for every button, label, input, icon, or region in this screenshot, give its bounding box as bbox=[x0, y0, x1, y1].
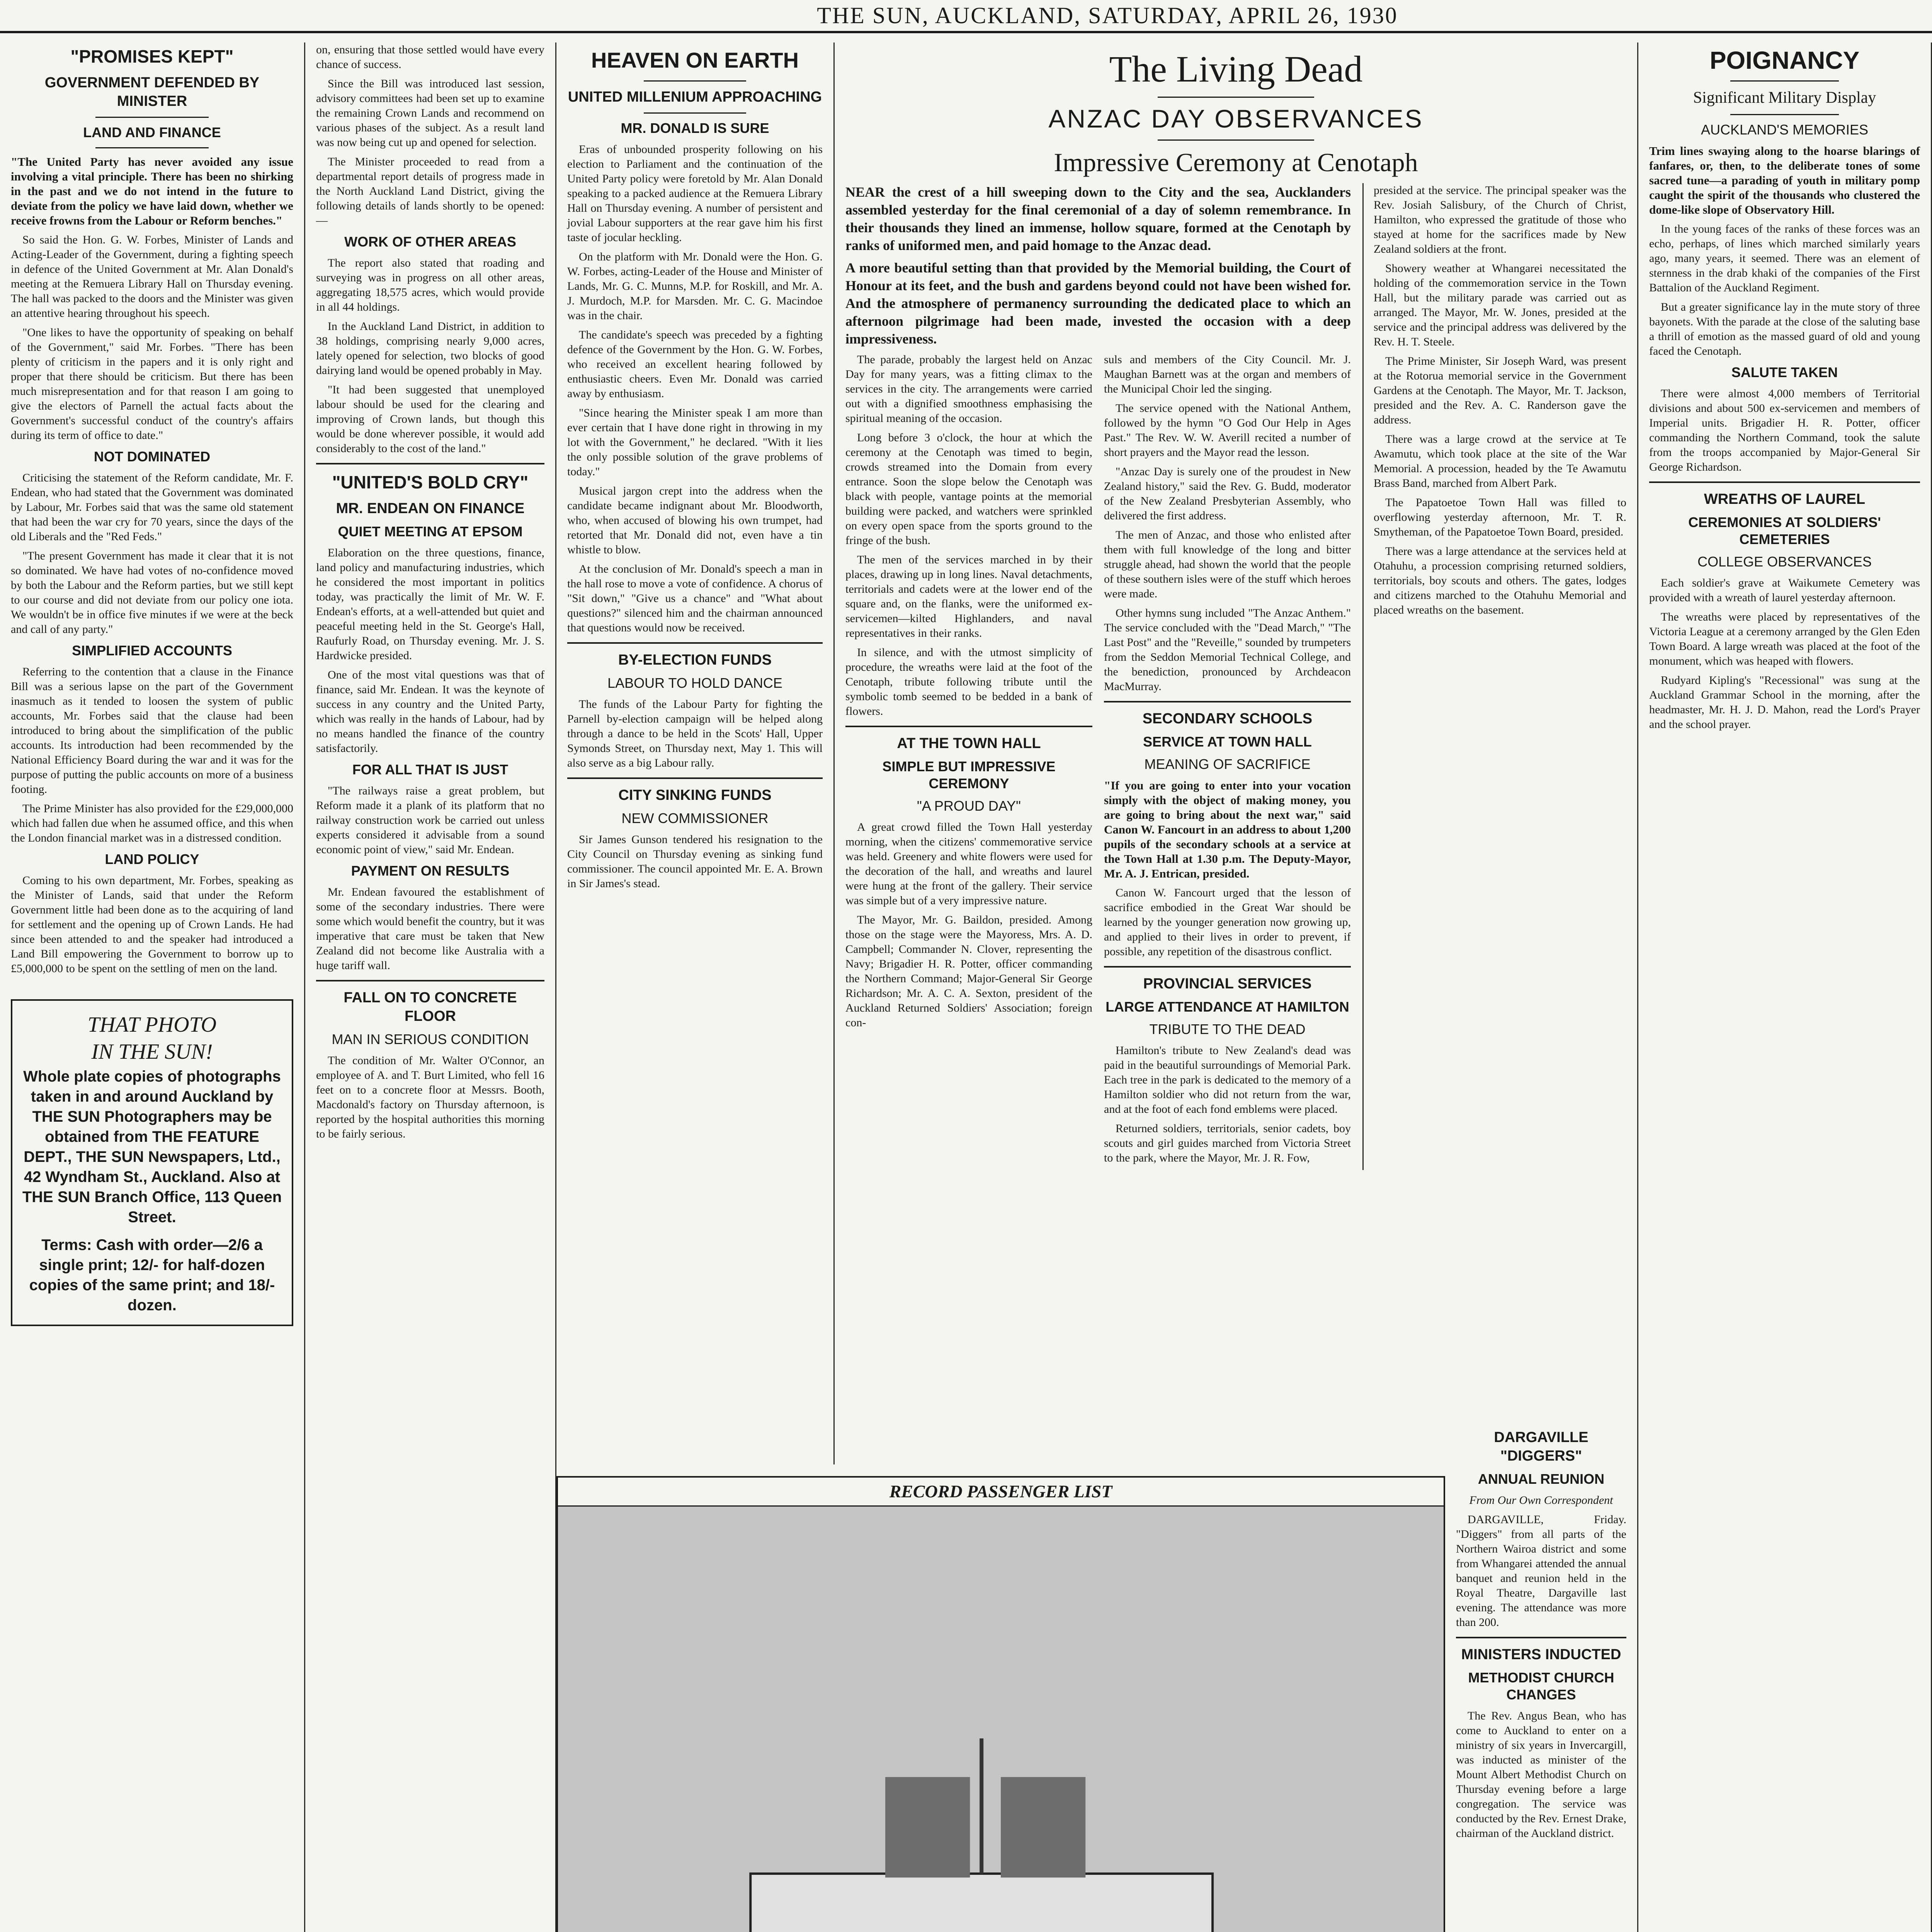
subheadline: MR. ENDEAN ON FINANCE bbox=[336, 500, 525, 517]
photo-record-passenger-list bbox=[556, 1476, 1445, 1932]
paragraph: The Minister proceeded to read from a departmental report details of progress made in the North Auckland Land District, giving the following details of lands shortly to be opened:— bbox=[316, 155, 544, 227]
paragraph: The Rev. Angus Bean, who has come to Auckland to enter on a ministry of six years in Invercargill, was inducted as minister of the Mount Albert Methodist Church on Thursday evening before a large congregation. The service was conducted by the Rev. Ernest Drake, chairman of the Auckland district. bbox=[1456, 1709, 1626, 1840]
paragraph: Coming to his own department, Mr. Forbes, speaking as the Minister of Lands, said that under the Reform Government little had been done as to the acquiring of land for settlement and the opening up of Crown Lands. He had since been attended to and the speaker had introduced a Land Bill empowering the Government to borrow up to £5,000,000 to be spent on the settling of men on the land. bbox=[11, 874, 293, 975]
headline: BY-ELECTION FUNDS bbox=[618, 652, 772, 668]
feature-subtitle: ANZAC DAY OBSERVANCES bbox=[1048, 104, 1423, 133]
paragraph: on, ensuring that those settled would have every chance of success. bbox=[316, 43, 544, 71]
section-heading: SECONDARY SCHOOLS bbox=[1142, 711, 1313, 727]
section-heading: WORK OF OTHER AREAS bbox=[344, 234, 516, 250]
section-subheading: "A PROUD DAY" bbox=[917, 798, 1021, 814]
paragraph: Eras of unbounded prosperity following on his election to Parliament and the continuation of the United Party policy were foretold by Mr. Alan Donald speaking to a packed audience at the Remuera Library Hall on Thursday evening. A number of persistent and jovial Labour supporters at the rear gave him his first taste of jocular heckling. bbox=[567, 143, 823, 244]
paragraph: "If you are going to enter into your vocation simply with the object of making money, you are going to bring about the next war," said Canon W. Fancourt in an address to about 1,200 pupils of the secondary schools at a service at the Town Hall at 1.30 p.m. The Deputy-Mayor, Mr. A. J. Entrican, presided. bbox=[1104, 779, 1351, 880]
divider bbox=[845, 726, 1092, 727]
paragraph: A more beautiful setting than that provided by the Memorial building, the Court of Honour at its feet, and the bush and gardens beyond could not have been wished for. And the atmosphere of permanency surrounding the dedicated place to which an afternoon pilgrimage had been made, invested the occasion with a deep impressiveness. bbox=[845, 260, 1351, 347]
section-heading: AT THE TOWN HALL bbox=[897, 735, 1041, 752]
paragraph: Other hymns sung included "The Anzac Anthem." The service concluded with the "Dead March," "The Last Post" and the "Reveille," sounded by trumpeters from the Seddon Memorial Technical College, and the benediction, pronounced by Archdeacon MacMurray. bbox=[1104, 607, 1351, 693]
paragraph: "It had been suggested that unemployed labour should be used for the clearing and improving of Crown lands, but though this would be done wherever possible, it would add considerably to the cost of the land." bbox=[316, 383, 544, 455]
photo-title: RECORD PASSENGER LIST bbox=[558, 1478, 1444, 1507]
divider bbox=[95, 147, 208, 148]
subheadline: METHODIST CHURCH CHANGES bbox=[1468, 1670, 1614, 1702]
paragraph: So said the Hon. G. W. Forbes, Minister of Lands and Acting-Leader of the Government, during a fighting speech in defence of the United Government at Mr. Alan Donald's meeting at the Remuera Library Hall on Thursday evening. The hall was packed to the doors and the Minister was given an attentive hearing throughout his speech. bbox=[11, 233, 293, 320]
divider bbox=[1104, 966, 1351, 968]
paragraph: There was a large attendance at the services held at Otahuhu, a procession comprising returned soldiers, territorials, boy scouts and others. The gates, lodges and citizens marched to the Otahuhu Memorial and placed wreaths on the basement. bbox=[1374, 545, 1626, 616]
column-poignancy bbox=[1638, 43, 1932, 1932]
paragraph: The report also stated that roading and surveying was in progress on all other areas, aggregating 18,575 acres, which would provide in all 44 holdings. bbox=[316, 257, 544, 313]
anzac-feature bbox=[835, 43, 1638, 1464]
photo-promo-box bbox=[11, 999, 293, 1326]
divider bbox=[644, 112, 746, 114]
section-heading: LAND POLICY bbox=[105, 851, 199, 867]
feature-title: The Living Dead bbox=[1109, 48, 1363, 90]
paragraph: The service opened with the National Anthem, followed by the hymn "O God Our Help in Ages Past." The Rev. W. W. Averill recited a number of short prayers and the Mayor read the lesson. bbox=[1104, 402, 1351, 459]
section-heading: FOR ALL THAT IS JUST bbox=[352, 762, 509, 777]
paragraph: The men of the services marched in by their places, drawing up in long lines. Naval detachments, territorials and cadets were at the lower end of the square and, on the flanks, were the uniformed ex-servicemen—kilted Highlanders, and naval representatives in their ranks. bbox=[845, 553, 1092, 639]
section-heading: SIMPLIFIED ACCOUNTS bbox=[72, 643, 232, 658]
promo-title: THAT PHOTO bbox=[87, 1013, 217, 1037]
paragraph: The parade, probably the largest held on Anzac Day for many years, was a fitting climax to the services in the city. The arrangements were carried out with a dignified smoothness emphasising the spiritual meaning of the occasion. bbox=[845, 353, 1092, 425]
section-heading: PAYMENT ON RESULTS bbox=[351, 863, 510, 879]
divider bbox=[567, 642, 823, 644]
headline: CITY SINKING FUNDS bbox=[618, 787, 772, 803]
subheadline: MAN IN SERIOUS CONDITION bbox=[332, 1031, 529, 1047]
masthead: THE SUN, AUCKLAND, SATURDAY, APRIL 26, 1930 bbox=[0, 0, 1932, 33]
section-subheading: SERVICE AT TOWN HALL bbox=[1143, 734, 1312, 750]
paragraph: "One likes to have the opportunity of speaking on behalf of the Government," said Mr. Forbes. "There has been plenty of criticism in the papers and it is only right and proper that there should be criticism. But there has been much misrepresentation and for that reason I am going to give the electors of Parnell the actual facts about the Government's successful conduct of the country's affairs during its term of office to date." bbox=[11, 326, 293, 442]
divider bbox=[316, 463, 544, 464]
paragraph: suls and members of the City Council. Mr. J. Maughan Barnett was at the organ and members of the Municipal Choir led the singing. bbox=[1104, 353, 1351, 395]
paragraph: The Mayor, Mr. G. Baildon, presided. Among those on the stage were the Mayoress, Mrs. A. D. Campbell; Commander N. Clover, representing the Navy; Brigadier H. R. Potter, officer commanding the Northern Command; Major-General Sir George Richardson; Mr. A. C. A. Sexton, president of the Auckland Returned Soldiers' Association; foreign con- bbox=[845, 913, 1092, 1029]
paragraph: "Anzac Day is surely one of the proudest in New Zealand history," said the Rev. G. Budd, moderator of the New Zealand Presbyterian Assembly, who delivered the first address. bbox=[1104, 465, 1351, 522]
column-heaven-on-earth bbox=[556, 43, 835, 1464]
promo-body: Whole plate copies of photographs taken in and around Auckland by THE SUN Photographers may be obtained from THE FEATURE DEPT., THE SUN Newspapers, Ltd., 42 Wyndham St., Auckland. Also at THE SUN Branch Office, 113 Queen Street. bbox=[22, 1068, 282, 1226]
headline: WREATHS OF LAUREL bbox=[1704, 491, 1866, 507]
paragraph: The wreaths were placed by representatives of the Victoria League at a ceremony arranged by the Glen Eden Town Board. A large wreath was placed at the foot of the monument, which was heaped with flowers. bbox=[1649, 611, 1920, 667]
paragraph: Rudyard Kipling's "Recessional" was sung at the Auckland Grammar School in the morning, after the headmaster, Mr. H. J. D. Mahon, read the Lord's Prayer and the school prayer. bbox=[1649, 674, 1920, 731]
divider bbox=[1158, 139, 1314, 141]
paragraph: "The present Government has made it clear that it is not so dominated. We have had votes of no-confidence moved by both the Labour and the Reform parties, but we still kept to our course and did not deviate from our policy one iota. We wouldn't be in office five minutes if we were at the beck and call of any party." bbox=[11, 549, 293, 636]
paragraph: The Prime Minister, Sir Joseph Ward, was present at the Rotorua memorial service in the Government Gardens at the Cenotaph. The Mayor, Mr. T. Jackson, presided and the Rev. A. C. Randerson gave the address. bbox=[1374, 355, 1626, 426]
subheadline: Significant Military Display bbox=[1693, 89, 1876, 107]
paragraph: Criticising the statement of the Reform candidate, Mr. F. Endean, who had stated that the Government was dominated by Labour, Mr. Forbes said that was the same old statement that had been the war cry for 70 years, since the days of the old Liberals and the "Red Feds." bbox=[11, 471, 293, 543]
paragraph: "The United Party has never avoided any issue involving a vital principle. There has been no shirking in the past and we do not intend in the future to deviate from the policy we have laid down, whether we receive frowns from the Labour or Reform benches." bbox=[11, 155, 293, 227]
paragraph: A great crowd filled the Town Hall yesterday morning, when the citizens' commemorative service was held. Greenery and white flowers were used for the decoration of the hall, and wreaths and laurel were hung at the front of the gallery. Their service was simple but of a very impressive nature. bbox=[845, 821, 1092, 907]
subheadline: QUIET MEETING AT EPSOM bbox=[338, 524, 523, 539]
divider bbox=[1730, 80, 1838, 82]
subheadline: ANNUAL REUNION bbox=[1478, 1471, 1605, 1487]
divider bbox=[644, 80, 746, 82]
subheadline: MR. DONALD IS SURE bbox=[621, 120, 769, 136]
section-subheading: SIMPLE BUT IMPRESSIVE CEREMONY bbox=[882, 759, 1056, 791]
divider bbox=[1649, 481, 1920, 483]
paragraph: On the platform with Mr. Donald were the Hon. G. W. Forbes, acting-Leader of the House and Minister of Lands, Mr. G. C. Munns, M.P. for Roskill, and Mr. A. J. Murdoch, M.P. for Marsden. Mr. C. G. Macindoe was in the chair. bbox=[567, 250, 823, 322]
column-dargaville bbox=[1445, 1422, 1638, 1932]
promo-title: IN THE SUN! bbox=[91, 1040, 213, 1064]
headline: "PROMISES KEPT" bbox=[70, 46, 234, 66]
headline: DARGAVILLE "DIGGERS" bbox=[1494, 1429, 1588, 1464]
credit: From Our Own Correspondent bbox=[1469, 1494, 1613, 1507]
subheadline: GOVERNMENT DEFENDED BY MINISTER bbox=[44, 75, 260, 109]
column-land-finance bbox=[305, 43, 556, 1932]
headline: FALL ON TO CONCRETE FLOOR bbox=[344, 990, 517, 1024]
divider bbox=[1104, 701, 1351, 702]
paragraph: Returned soldiers, territorials, senior cadets, boy scouts and girl guides marched from Victoria Street to the park, where the Mayor, Mr. J. R. Fow, bbox=[1104, 1122, 1351, 1164]
paragraph: Long before 3 o'clock, the hour at which the ceremony at the Cenotaph was timed to begin, crowds streamed into the Domain from every entrance. Soon the slope below the Cenotaph was black with people, vantage points at the memorial building were packed, and watchers were sprinkled on every open space from the sports ground to the fringe of the bush. bbox=[845, 431, 1092, 547]
paragraph: "Since hearing the Minister speak I am more than ever certain that I have done right in throwing in my lot with the Government," he declared. "With it lies the only possible solution of the grave problems of today." bbox=[567, 406, 823, 478]
paragraph: Each soldier's grave at Waikumete Cemetery was provided with a wreath of laurel yesterday afternoon. bbox=[1649, 577, 1920, 604]
section-heading: NOT DOMINATED bbox=[94, 449, 211, 464]
headline: "UNITED'S BOLD CRY" bbox=[332, 472, 529, 492]
paragraph: The Papatoetoe Town Hall was filled to overflowing yesterday afternoon, Mr. T. R. Smytheman, of the Papatoetoe Town Board, presided. bbox=[1374, 496, 1626, 538]
paragraph: NEAR the crest of a hill sweeping down to the City and the sea, Aucklanders assembled yesterday for the final ceremonial of a day of solemn remembrance. In their thousands they lined an immense, hollow square, formed at the Cenotaph by ranks of uniformed men, and paid homage to the Anzac dead. bbox=[845, 184, 1351, 253]
column-promises-kept bbox=[0, 43, 305, 1932]
paragraph: Mr. Endean favoured the establishment of some of the secondary industries. There were some which would benefit the country, but it was imperative that care must be taken that New Zealand did not become like Australia with a huge tariff wall. bbox=[316, 886, 544, 972]
paragraph: Musical jargon crept into the address when the candidate became indignant about Mr. Bloodworth, who, when accused of blowing his own trumpet, had retorted that Mr. Donald did not, even have a tin whistle to blow. bbox=[567, 485, 823, 556]
paragraph: presided at the service. The principal speaker was the Rev. Josiah Salisbury, of the Church of Christ, Hamilton, who expressed the gratitude of those who stayed at home for the sacrifices made by New Zealand soldiers at the front. bbox=[1374, 184, 1626, 255]
section-subheading: LARGE ATTENDANCE AT HAMILTON bbox=[1105, 999, 1349, 1015]
ship-photo bbox=[558, 1507, 1444, 1932]
subheadline: NEW COMMISSIONER bbox=[621, 810, 769, 826]
paragraph: In the Auckland Land District, in addition to 38 holdings, comprising nearly 9,000 acres, lately opened for selection, two blocks of good dairying land would be opened probably in May. bbox=[316, 320, 544, 377]
subheadline: CEREMONIES AT SOLDIERS' CEMETERIES bbox=[1688, 514, 1881, 547]
section-subheading: MEANING OF SACRIFICE bbox=[1144, 756, 1311, 772]
divider bbox=[1730, 114, 1838, 115]
divider bbox=[1158, 97, 1314, 98]
subheadline: LAND AND FINANCE bbox=[83, 124, 221, 140]
section-heading: SALUTE TAKEN bbox=[1731, 364, 1838, 380]
paragraph: In the young faces of the ranks of these forces was an echo, perhaps, of lines which marched similarly years ago, many years, it seemed. There was an element of sternness in the drab khaki of the companies of the First Battalion of the Auckland Regiment. bbox=[1649, 223, 1920, 294]
section-subheading: TRIBUTE TO THE DEAD bbox=[1149, 1021, 1306, 1037]
paragraph: Referring to the contention that a clause in the Finance Bill was a serious lapse on the part of the Government inasmuch as it tended to loosen the system of public accounts, Mr. Forbes said that the clause had been introduced to bring about the simplification of the public accounts. Its introduction had been recommended by the National Efficiency Board during the war and it was for the purpose of putting the public accounts on more of a business footing. bbox=[11, 665, 293, 796]
headline: POIGNANCY bbox=[1709, 46, 1860, 74]
subheadline: UNITED MILLENIUM APPROACHING bbox=[568, 89, 822, 105]
paragraph: Showery weather at Whangarei necessitated the holding of the commemoration service in the Town Hall, but the military parade was carried out as arranged. The Mayor, Mr. W. Jones, presided at the service and the principal address was delivered by the Rev. H. T. Steele. bbox=[1374, 262, 1626, 348]
paragraph: The condition of Mr. Walter O'Connor, an employee of A. and T. Burt Limited, who fell 16 feet on to a concrete floor at Messrs. Booth, Macdonald's factory on Thursday afternoon, is reported by the hospital authorities this morning to be fairly serious. bbox=[316, 1054, 544, 1140]
divider bbox=[95, 117, 208, 118]
divider bbox=[567, 777, 823, 779]
paragraph: DARGAVILLE, Friday. "Diggers" from all parts of the Northern Wairoa district and some from Whangarei attended the annual banquet and reunion held in the Royal Theatre, Dargaville last evening. The attendance was more than 200. bbox=[1456, 1513, 1626, 1629]
subheadline: AUCKLAND'S MEMORIES bbox=[1701, 122, 1868, 138]
section-heading: PROVINCIAL SERVICES bbox=[1143, 976, 1312, 992]
promo-terms: Terms: Cash with order—2/6 a single print; 12/- for half-dozen copies of the same print; and 18/- dozen. bbox=[29, 1236, 275, 1314]
paragraph: Sir James Gunson tendered his resignation to the City Council on Thursday evening as sinking fund commissioner. The council appointed Mr. E. A. Brown in Sir James's stead. bbox=[567, 833, 823, 890]
paragraph: Canon W. Fancourt urged that the lesson of sacrifice embodied in the Great War should be learned by the younger generation now growing up, and applied to their lives in order to prevent, if possible, any repetition of the disastrous conflict. bbox=[1104, 886, 1351, 958]
divider bbox=[316, 980, 544, 981]
subheadline: LABOUR TO HOLD DANCE bbox=[607, 675, 782, 691]
paragraph: The Prime Minister has also provided for the £29,000,000 which had fallen due when he assumed office, and this when the London financial market was in a distressed condition. bbox=[11, 802, 293, 844]
paragraph: The men of Anzac, and those who enlisted after them with full knowledge of the long and bitter struggle ahead, had shown the world that the people of these southern isles were of the stuff which heroes were made. bbox=[1104, 529, 1351, 600]
paragraph: Since the Bill was introduced last session, advisory committees had been set up to examine the remaining Crown Lands and recommend on various phases of the subject. As a result land was now being cut up and opened for selection. bbox=[316, 77, 544, 149]
paragraph: The funds of the Labour Party for fighting the Parnell by-election campaign will be helped along through a dance to be held in the Scots' Hall, Upper Symonds Street, on Thursday next, May 1. This will also serve as a big Labour rally. bbox=[567, 698, 823, 769]
feature-subtitle: Impressive Ceremony at Cenotaph bbox=[1054, 148, 1418, 177]
paragraph: Hamilton's tribute to New Zealand's dead was paid in the beautiful surroundings of Memorial Park. Each tree in the park is dedicated to the memory of a Hamilton soldier who did not return from the war, and at the foot of each fond emblems were placed. bbox=[1104, 1044, 1351, 1116]
paragraph: Trim lines swaying along to the hoarse blarings of fanfares, or, then, to the deliberate tones of some sacred tune—a parading of youth in military pomp caught the spirit of the thousands who clustered the dome-like slope of Observatory Hill. bbox=[1649, 144, 1920, 216]
paragraph: In silence, and with the utmost simplicity of procedure, the wreaths were laid at the foot of the Cenotaph, tribute following tribute until the symbolic tomb seemed to be bedded in a bank of flowers. bbox=[845, 646, 1092, 718]
paragraph: There were almost 4,000 members of Territorial divisions and about 500 ex-servicemen and members of Imperial units. Brigadier H. R. Potter, officer commanding the Northern Command, took the salute from the troops accompanied by Major-General Sir George Richardson. bbox=[1649, 387, 1920, 473]
paragraph: There was a large crowd at the service at Te Awamutu, which took place at the site of the War Memorial. A procession, headed by the Te Awamutu Brass Band, marched from Albert Park. bbox=[1374, 433, 1626, 490]
divider bbox=[1456, 1637, 1626, 1638]
headline: HEAVEN ON EARTH bbox=[591, 48, 799, 72]
headline: MINISTERS INDUCTED bbox=[1461, 1646, 1621, 1663]
paragraph: "The railways raise a great problem, but Reform made it a plank of its platform that no railway construction work be carried out unless experts considered it advisable from a sound economic point of view," said Mr. Endean. bbox=[316, 784, 544, 856]
paragraph: One of the most vital questions was that of finance, said Mr. Endean. It was the keynote of success in any country and the United Party, which was really in the hands of Labour, had by no means handled the finance of the country satisfactorily. bbox=[316, 668, 544, 755]
paragraph: The candidate's speech was preceded by a fighting defence of the Government by the Hon. G. W. Forbes, who received an excellent hearing followed by enthusiastic cheers. Even Mr. Donald was carried away by enthusiasm. bbox=[567, 328, 823, 400]
subheadline: COLLEGE OBSERVANCES bbox=[1697, 554, 1872, 570]
paragraph: But a greater significance lay in the mute story of three bayonets. With the parade at the close of the saluting base a thrill of emotion as the massed guard of old and young faced the Cenotaph. bbox=[1649, 301, 1920, 357]
paragraph: Elaboration on the three questions, finance, land policy and manufacturing industries, which he considered the most important in politics today, was practically the limit of Mr. W. F. Endean's efforts, at a well-attended but quiet and peaceful meeting held in the St. George's Hall, Raufurly Road, on Thursday evening. Mr. J. S. Hardwicke presided. bbox=[316, 546, 544, 662]
paragraph: At the conclusion of Mr. Donald's speech a man in the hall rose to move a vote of confidence. A chorus of "Sit down," "Give us a chance" and "What about questions?" silenced him and the chairman announced that questions would now be received. bbox=[567, 563, 823, 634]
